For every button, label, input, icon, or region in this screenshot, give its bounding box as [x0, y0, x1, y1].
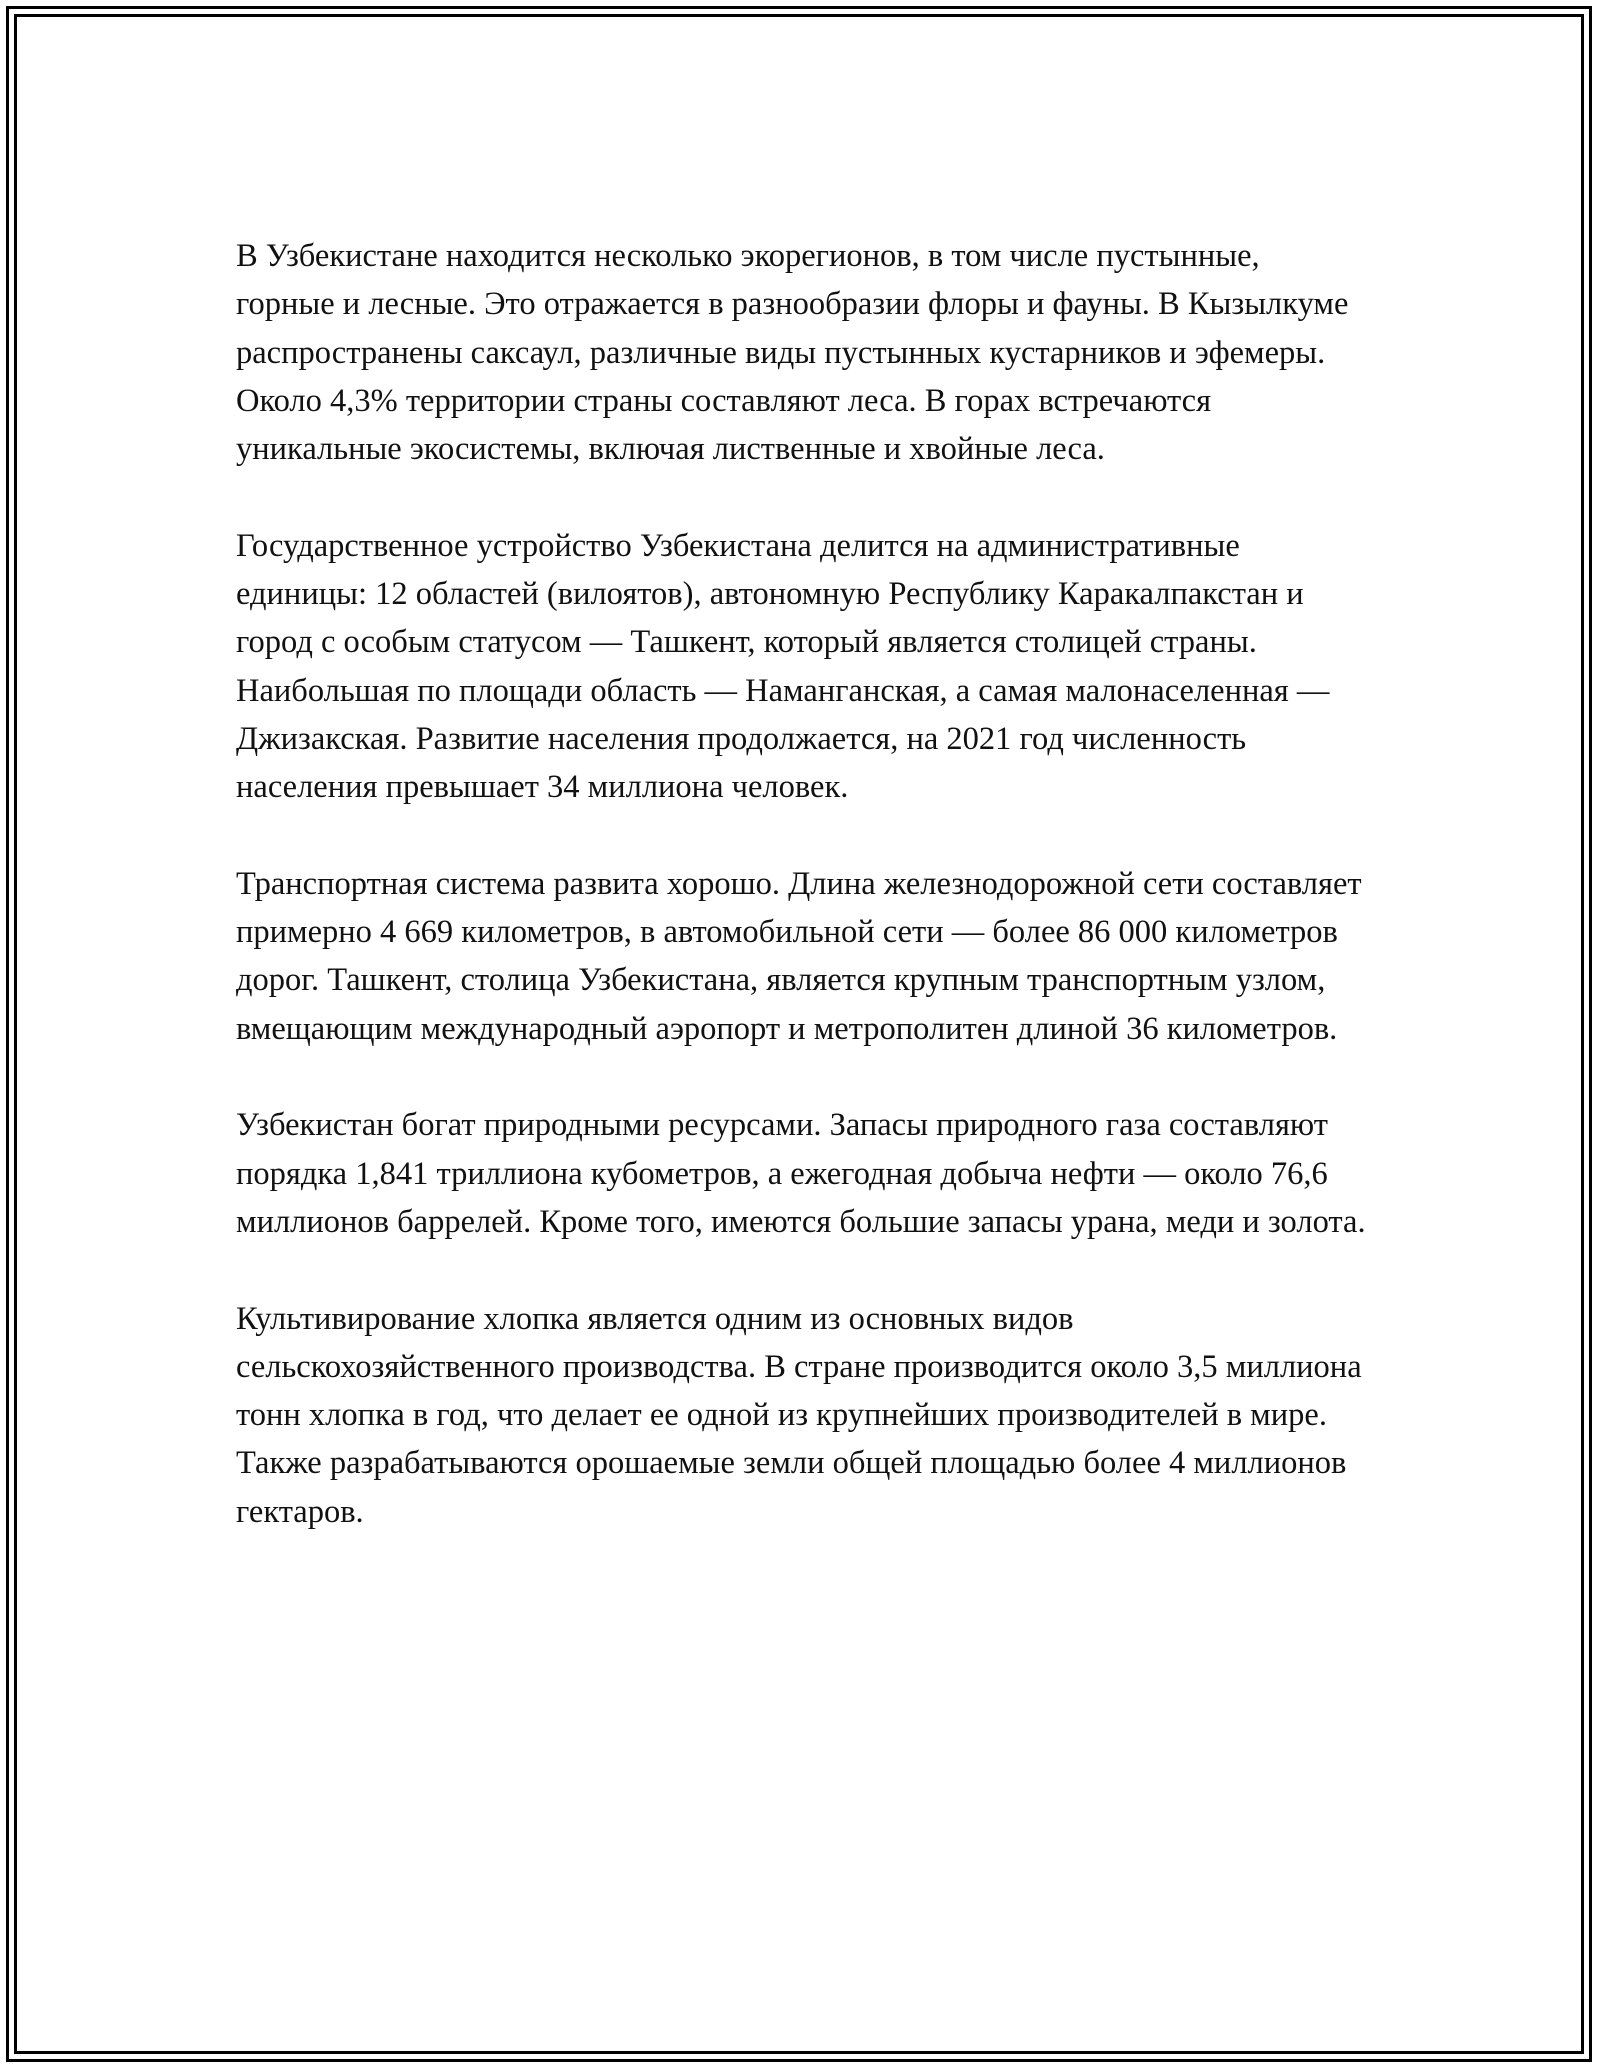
- paragraph-government: Государственное устройство Узбекистана делится на административные единицы: 12 областей (вилоятов), автономную Республику Каракалпакстан и город с особым статусом — Ташкент, который является столицей страны. Наибольшая по площади область — Наманганская, а самая малонаселенная — Джизакская. Развитие населения продолжается, на 2021 год численность населения превышает 34 миллиона человек.: [236, 527, 1330, 806]
- paragraph-resources: Узбекистан богат природными ресурсами. Запасы природного газа составляют порядка 1,841 триллиона кубометров, а ежегодная добыча нефти — около 76,6 миллионов баррелей. Кроме того, имеются большие запасы урана, меди и золота.: [236, 1107, 1366, 1240]
- paragraph-agriculture: Культивирование хлопка является одним из основных видов сельскохозяйственного производства. В стране производится около 3,5 миллиона тонн хлопка в год, что делает ее одной из крупнейших производителей в мире. Также разрабатываются орошаемые земли общей площадью более 4 миллионов гектаров.: [236, 1300, 1362, 1530]
- paragraph-ecoregions: В Узбекистане находится несколько экорегионов, в том числе пустынные, горные и лесные. Это отражается в разнообразии флоры и фауны. В Кызылкуме распространены саксаул, различные виды пустынных кустарников и эфемеры. Около 4,3% территории страны составляют леса. В горах встречаются уникальные экосистемы, включая лиственные и хвойные леса.: [236, 238, 1349, 468]
- paragraph-transport: Транспортная система развита хорошо. Длина железнодорожной сети составляет примерно 4 669 километров, в автомобильной сети — более 86 000 километров дорог. Ташкент, столица Узбекистана, является крупным транспортным узлом, вмещающим международный аэропорт и метрополитен длиной 36 километров.: [236, 865, 1362, 1047]
- document-body: [236, 232, 1366, 1584]
